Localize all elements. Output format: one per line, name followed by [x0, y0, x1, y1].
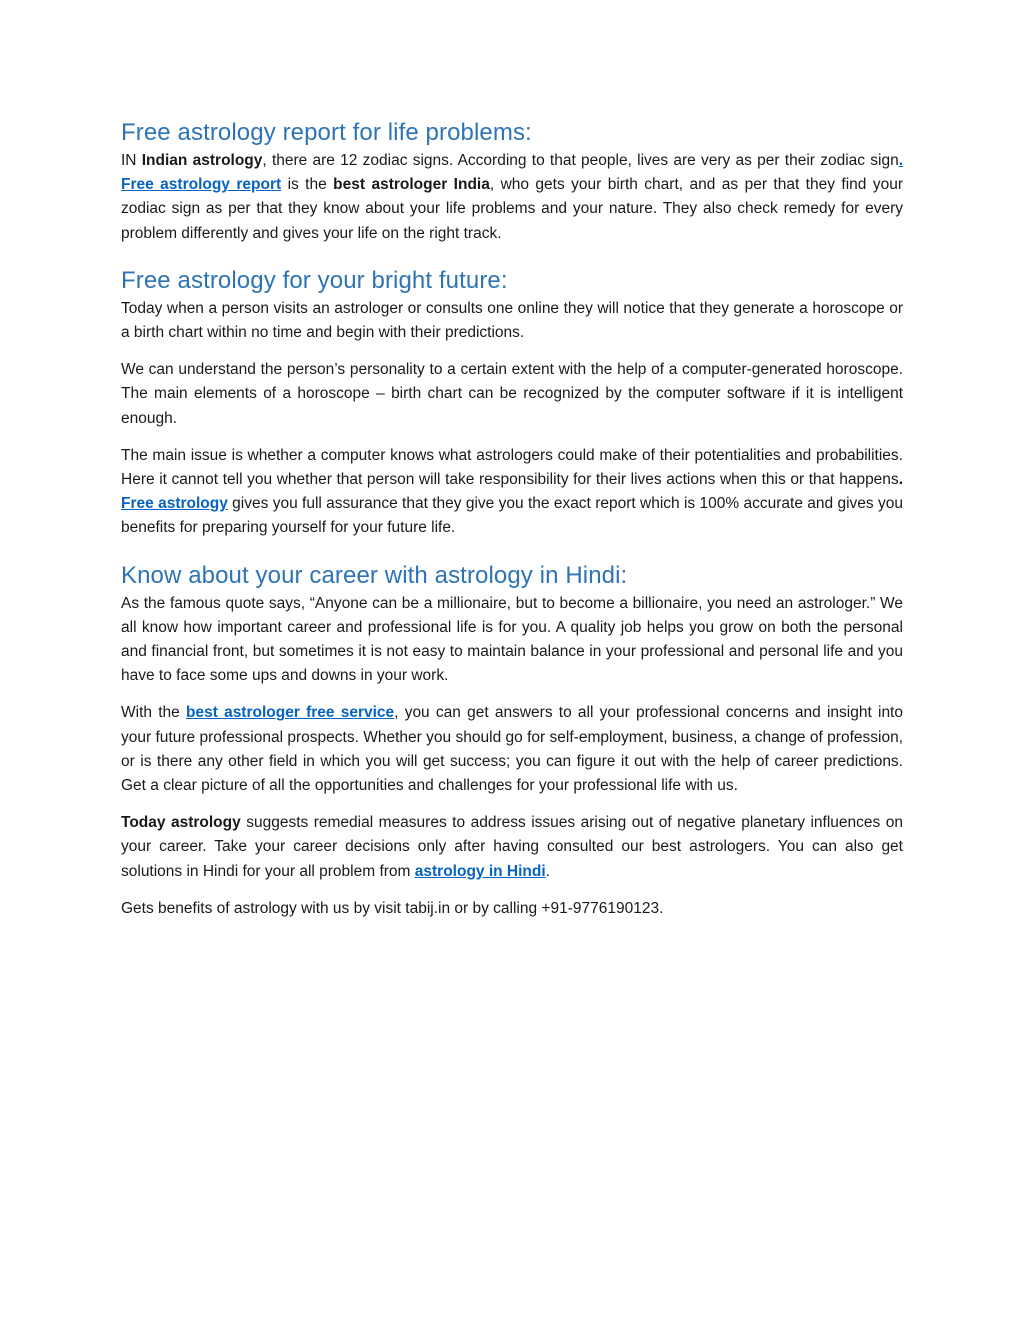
text-run: IN [121, 152, 142, 169]
text-run: suggests remedial measures to address issues arising out of negative planetary influences on your career. Take your career decisions only after having consulted our best astrologers. You can also get solutions in Hindi for your all problem from [121, 814, 903, 880]
text-run: The main issue is whether a computer knows what astrologers could make of their potentialities and probabilities. Here it cannot tell you whether that person will take responsibility for their lives actions when this or that happens [121, 446, 903, 489]
section-bright-future [121, 266, 903, 541]
paragraph-career-3 [121, 811, 903, 884]
link-free-astrology[interactable]: Free astrology [121, 495, 228, 513]
text-run: is the [281, 176, 334, 194]
document-page [121, 118, 903, 934]
heading-bright-future: Free astrology for your bright future: [121, 266, 508, 294]
text-run: gives you full assurance that they give you the exact report which is 100% accurate and gives you benefits for preparing yourself for your future life. [121, 495, 903, 537]
paragraph-bright-future-2: We can understand the person’s personality to a certain extent with the help of a computer-generated horoscope. The main elements of a horoscope – birth chart can be recognized by the computer software if it is intelligent enough. [121, 361, 903, 427]
bold-today-astrology: Today astrology [121, 814, 241, 832]
link-free-astrology-report[interactable]: . Free astrology report [121, 152, 903, 194]
paragraph-bright-future-3 [121, 444, 903, 541]
bold-period: . [898, 471, 903, 489]
text-run: , there are 12 zodiac signs. According to that people, lives are very as per their zodiac sign [262, 152, 899, 169]
section-career-hindi [121, 561, 903, 921]
heading-life-problems: Free astrology report for life problems: [121, 119, 532, 146]
text-run: With the [121, 704, 186, 722]
paragraph-life-problems [121, 149, 903, 246]
bold-best-astrologer-india: best astrologer India [333, 176, 490, 194]
link-best-astrologer-free-service[interactable]: best astrologer free service [185, 704, 395, 722]
paragraph-bright-future-1: Today when a person visits an astrologer or consults one online they will notice that they generate a horoscope or a birth chart within no time and begin with their predictions. [121, 299, 903, 342]
text-run: . [545, 862, 550, 880]
paragraph-career-1: As the famous quote says, “Anyone can be a millionaire, but to become a billionaire, you need an astrologer.” We all know how important career and professional life is for you. A quality job helps you grow on both the personal and financial front, but sometimes it is not easy to maintain balance in your professional and personal life and you have to face some ups and downs in your work. [121, 594, 903, 685]
text-run: , you can get answers to all your professional concerns and insight into your future professional prospects. Whether you should go for self-employment, business, a change of profession, or is there any other field in which you will get success; you can figure it out with the help of career predictions. Get a clear picture of all the opportunities and challenges for your professional life with us. [121, 704, 903, 795]
paragraph-career-2 [121, 701, 903, 798]
section-life-problems [121, 118, 903, 246]
heading-career-hindi: Know about your career with astrology in Hindi: [121, 561, 628, 589]
link-astrology-in-hindi[interactable]: astrology in Hindi [414, 862, 546, 880]
paragraph-contact: Gets benefits of astrology with us by visit tabij.in or by calling +91-9776190123. [121, 899, 664, 917]
bold-indian-astrology: Indian astrology [141, 152, 263, 169]
text-run: , who gets your birth chart, and as per that they find your zodiac sign as per that they know about your life problems and your nature. They also check remedy for every problem differently and gives your life on the right track. [121, 176, 903, 242]
